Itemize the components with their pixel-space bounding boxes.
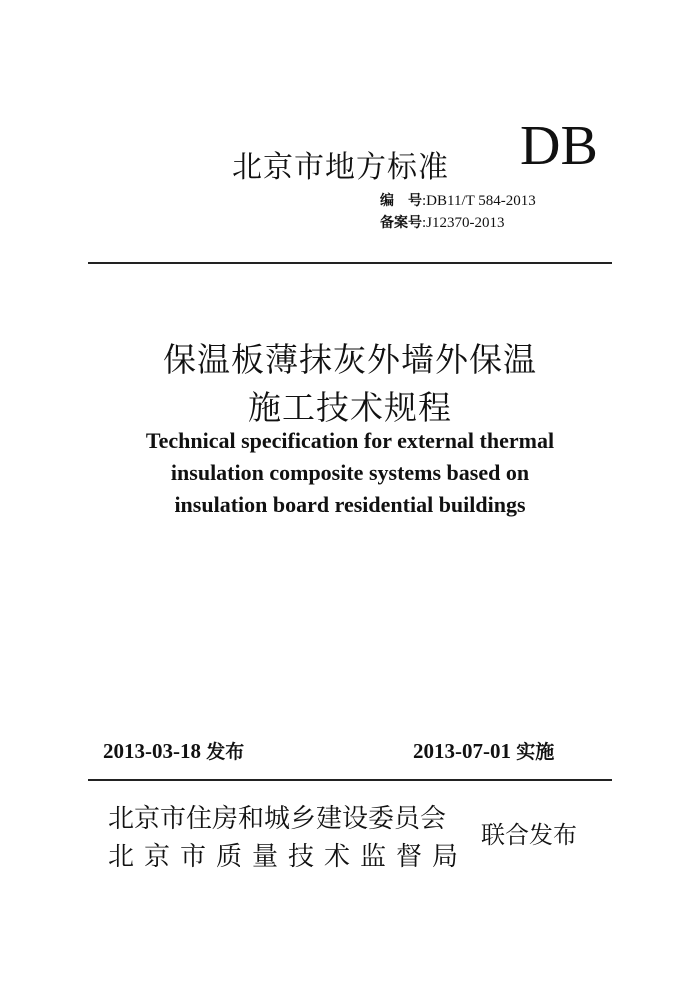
effective-date-label: 实施 bbox=[516, 741, 555, 763]
standard-code-label: 编 号 bbox=[380, 193, 422, 209]
standard-category: 北京市地方标准 bbox=[232, 150, 449, 185]
cn-title-line-2: 施工技术规程 bbox=[248, 388, 452, 427]
effective-date bbox=[413, 737, 554, 764]
joint-issue-label: 联合发布 bbox=[481, 821, 577, 849]
issue-date bbox=[103, 737, 244, 764]
effective-date-value: 2013-07-01 bbox=[413, 739, 511, 763]
issuer-housing-commission: 北京市住房和城乡建设委员会 bbox=[108, 804, 447, 834]
issue-date-value: 2013-03-18 bbox=[103, 739, 201, 763]
standard-code bbox=[380, 190, 536, 210]
issuer-quality-bureau: 北京市质量技术监督局 bbox=[108, 842, 469, 872]
top-divider bbox=[88, 262, 612, 264]
filing-number bbox=[380, 212, 505, 232]
filing-number-label: 备案号 bbox=[380, 215, 422, 231]
en-title-line-2: insulation composite systems based on bbox=[170, 460, 530, 485]
issue-date-label: 发布 bbox=[206, 741, 245, 763]
filing-number-value: :J12370-2013 bbox=[422, 215, 505, 231]
db-mark: DB bbox=[520, 115, 598, 177]
en-title-line-1: Technical specification for external thermal bbox=[145, 428, 555, 453]
cn-title-line-1: 保温板薄抹灰外墙外保温 bbox=[163, 340, 537, 379]
en-title-line-3: insulation board residential buildings bbox=[174, 492, 526, 517]
standard-code-value: :DB11/T 584-2013 bbox=[422, 193, 536, 209]
bottom-divider bbox=[88, 779, 612, 781]
